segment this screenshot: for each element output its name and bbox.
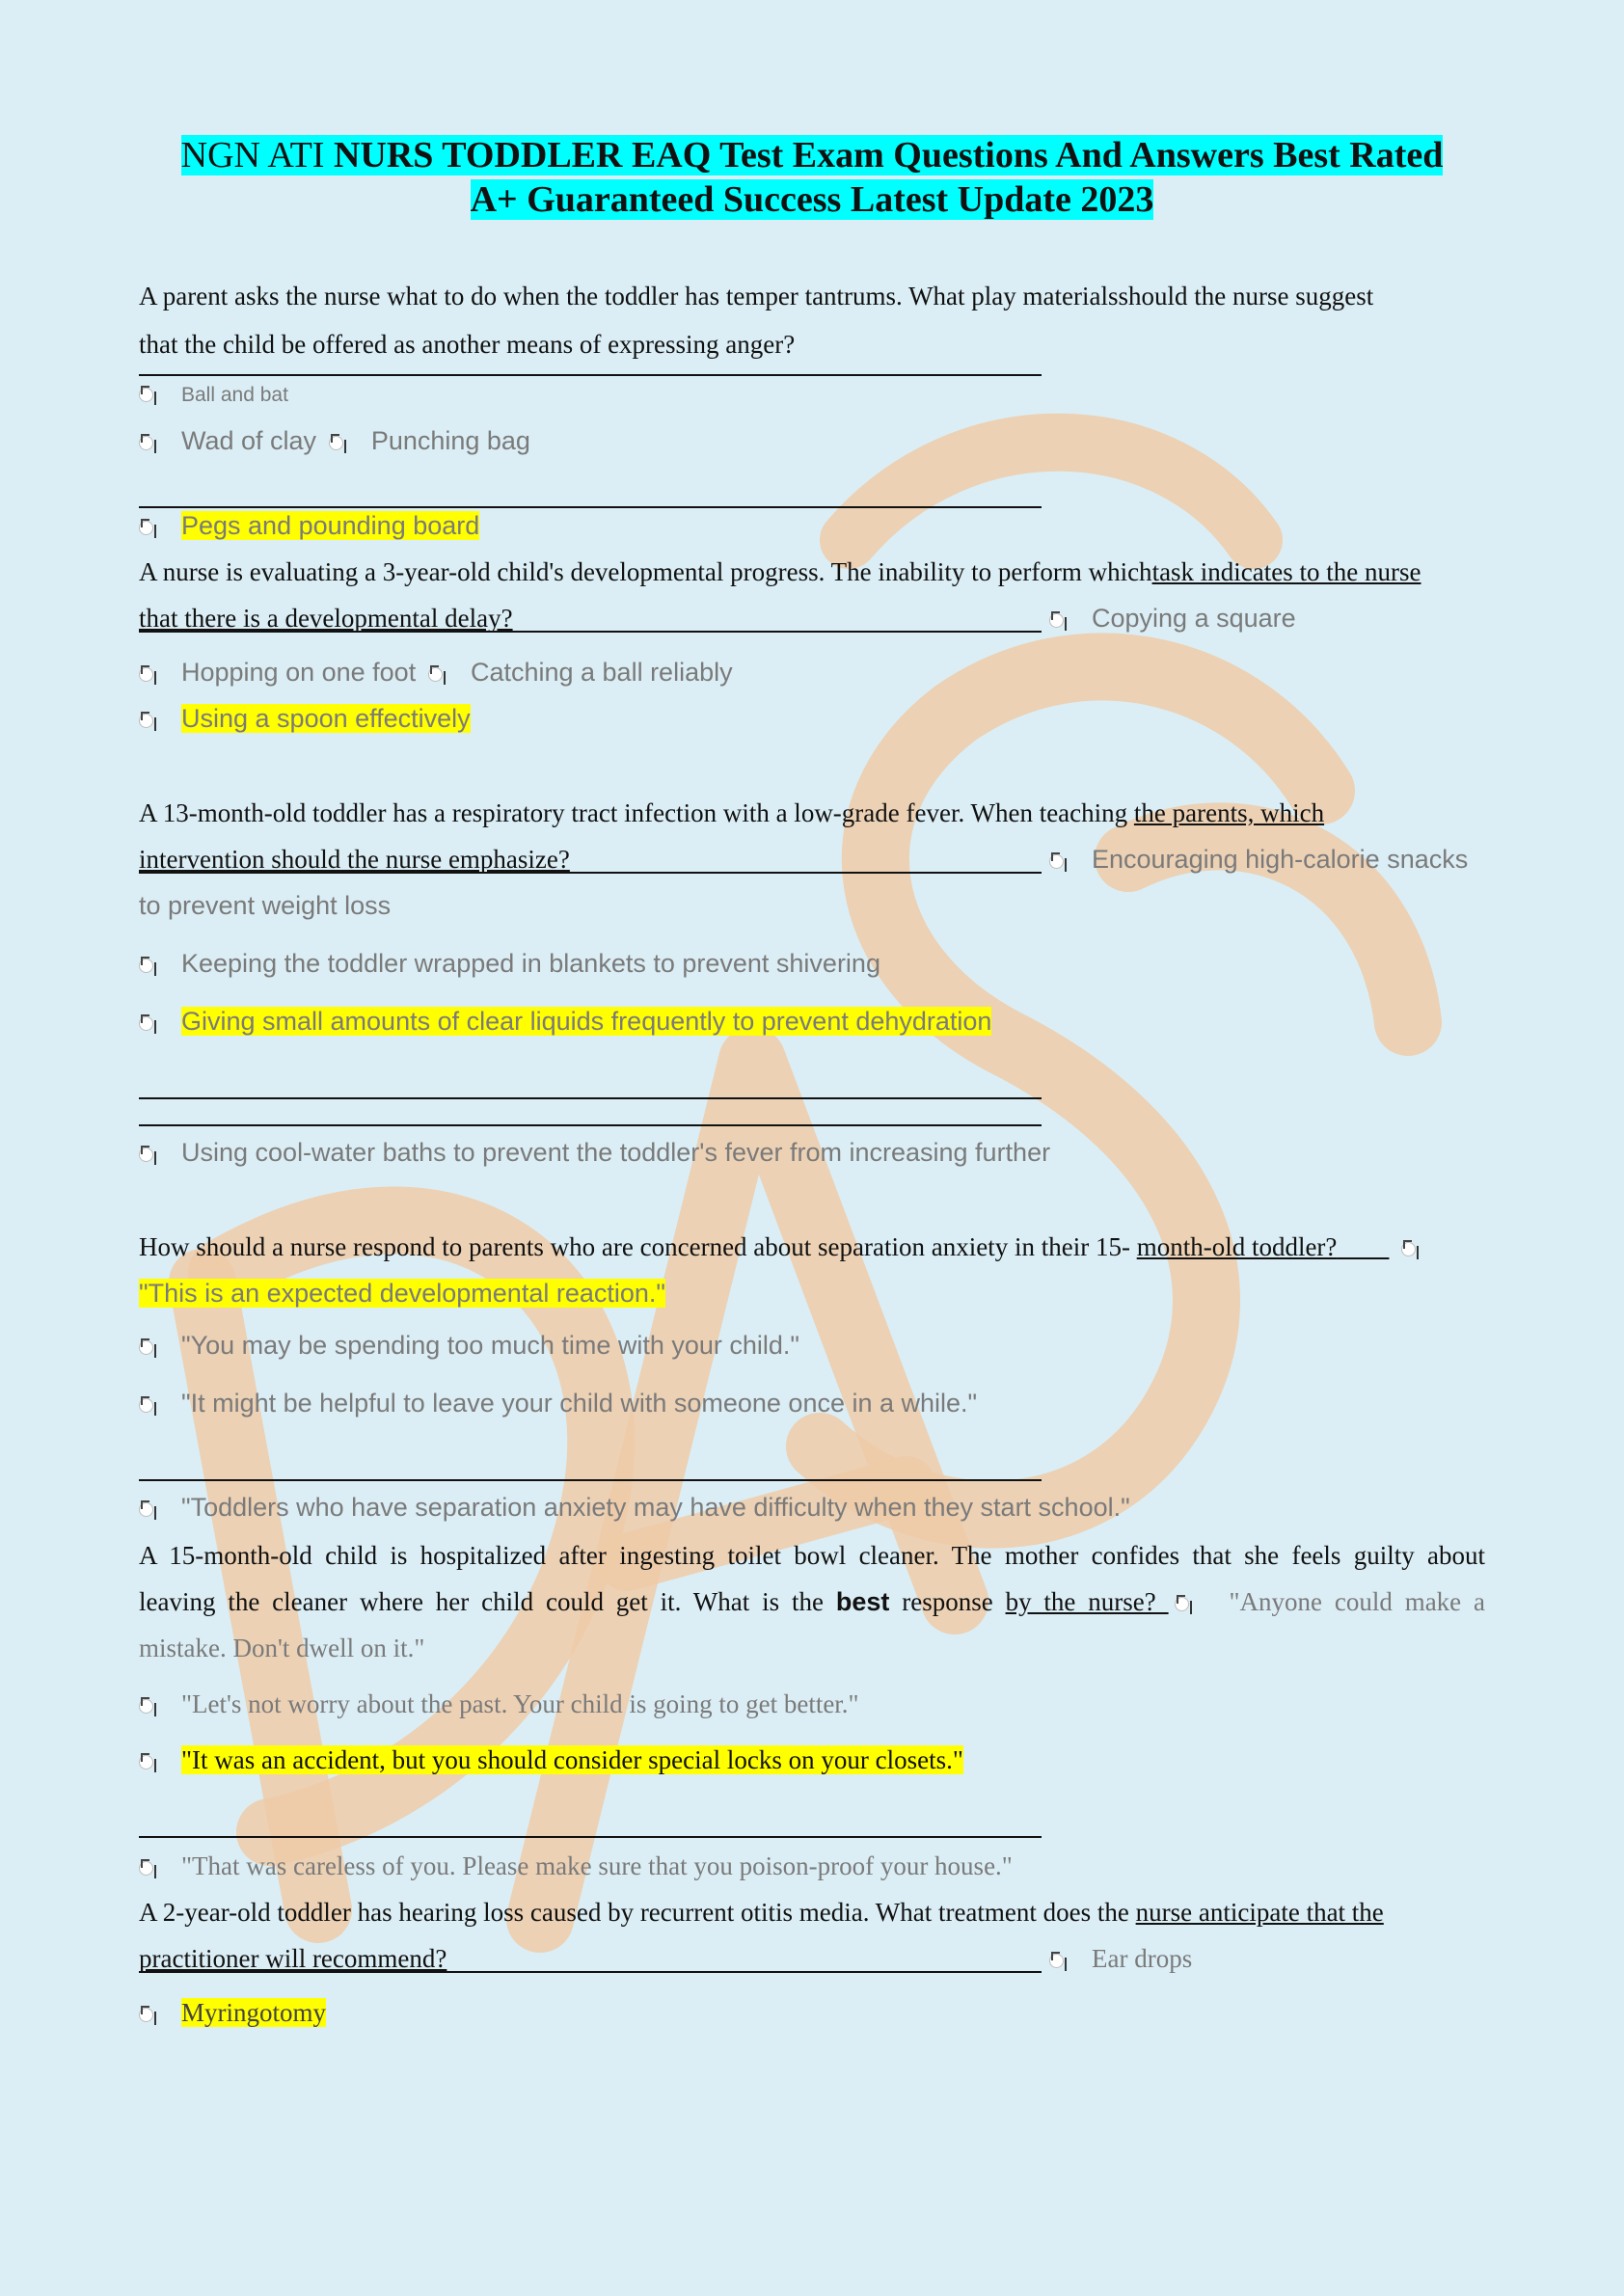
- q1-option-2[interactable]: Wad of clay Punching bag: [139, 424, 530, 457]
- radio-icon[interactable]: [139, 1859, 156, 1877]
- q2-option-4[interactable]: Using a spoon effectively: [139, 702, 471, 735]
- q4-option-3[interactable]: "It might be helpful to leave your child with someone once in a while.": [139, 1387, 977, 1419]
- q2-option-3: Catching a ball reliably: [470, 658, 733, 687]
- divider: [139, 1124, 1042, 1126]
- radio-icon[interactable]: [139, 386, 156, 403]
- radio-icon[interactable]: [139, 434, 156, 451]
- q4-option-1[interactable]: "This is an expected developmental reaction.": [139, 1279, 665, 1308]
- divider: [139, 872, 1042, 874]
- q5-option-2[interactable]: "Let's not worry about the past. Your child is going to get better.": [139, 1688, 859, 1720]
- radio-icon[interactable]: [139, 1697, 156, 1715]
- radio-icon[interactable]: [1401, 1240, 1419, 1257]
- q3-option-1-cont: to prevent weight loss: [139, 891, 392, 920]
- q5-stem-line2: leaving the cleaner where her child could get it. What is the best response by the nurse? "Anyone could make a: [139, 1587, 1486, 1616]
- q6-stem-line2: practitioner will recommend?: [139, 1944, 447, 1973]
- document-title: [87, 133, 1537, 222]
- q1-stem-line2: that the child be offered as another means of expressing anger?: [139, 330, 796, 359]
- q5-stem-line1: A 15-month-old child is hospitalized after ingesting toilet bowl cleaner. The mother confides that she feels guilty about: [139, 1541, 1485, 1570]
- q2-option-2[interactable]: Hopping on one foot Catching a ball reliably: [139, 656, 733, 689]
- q5-option-1[interactable]: "Anyone could make a: [1229, 1587, 1486, 1616]
- radio-icon[interactable]: [139, 519, 156, 536]
- radio-icon[interactable]: [139, 957, 156, 974]
- divider: [139, 1971, 1042, 1973]
- radio-icon[interactable]: [139, 2006, 156, 2023]
- radio-icon[interactable]: [428, 665, 446, 683]
- q5-option-1-cont: mistake. Don't dwell on it.": [139, 1634, 425, 1662]
- divider: [139, 1836, 1042, 1838]
- q3-stem-line2: intervention should the nurse emphasize?: [139, 845, 570, 874]
- q3-option-1[interactable]: Encouraging high-calorie snacks: [1049, 843, 1468, 876]
- radio-icon[interactable]: [139, 665, 156, 683]
- q4-stem-line1: How should a nurse respond to parents who are concerned about separation anxiety in their 15- month-old toddler?: [139, 1230, 1444, 1263]
- q2-stem-line1: A nurse is evaluating a 3-year-old child's developmental progress. The inability to perform whichtask indicates to the nurse: [139, 557, 1421, 586]
- radio-icon[interactable]: [139, 1146, 156, 1163]
- divider: [139, 1097, 1042, 1099]
- q5-option-4[interactable]: "That was careless of you. Please make sure that you poison-proof your house.": [139, 1850, 1013, 1882]
- radio-icon[interactable]: [1049, 611, 1067, 629]
- title-line2: A+ Guaranteed Success Latest Update 2023: [470, 179, 1154, 220]
- radio-icon[interactable]: [1049, 1952, 1067, 1969]
- divider: [139, 506, 1042, 508]
- q3-option-2[interactable]: Keeping the toddler wrapped in blankets to prevent shivering: [139, 947, 880, 980]
- title-prefix: NGN ATI: [180, 135, 334, 176]
- q3-option-3[interactable]: Giving small amounts of clear liquids frequently to prevent dehydration: [139, 1005, 991, 1038]
- radio-icon[interactable]: [139, 1753, 156, 1770]
- radio-icon[interactable]: [139, 1396, 156, 1414]
- q1-option-1[interactable]: Ball and bat: [139, 376, 288, 412]
- q6-option-2[interactable]: Myringotomy: [139, 1996, 326, 2029]
- radio-icon[interactable]: [1049, 852, 1067, 870]
- radio-icon[interactable]: [329, 434, 346, 451]
- q2-option-1[interactable]: Copying a square: [1049, 602, 1296, 635]
- radio-icon[interactable]: [139, 712, 156, 729]
- q4-option-2[interactable]: "You may be spending too much time with your child.": [139, 1329, 799, 1362]
- radio-icon[interactable]: [139, 1338, 156, 1356]
- q1-option-4[interactable]: Pegs and pounding board: [139, 509, 479, 542]
- q6-option-1[interactable]: Ear drops: [1049, 1942, 1192, 1975]
- q3-option-4[interactable]: Using cool-water baths to prevent the toddler's fever from increasing further: [139, 1136, 1050, 1169]
- q2-stem-line2: that there is a developmental delay?: [139, 604, 513, 633]
- divider: [139, 631, 1042, 633]
- divider: [139, 1479, 1042, 1481]
- q6-stem-line1: A 2-year-old toddler has hearing loss caused by recurrent otitis media. What treatment does the nurse anticipate that the: [139, 1898, 1384, 1927]
- q3-stem-line1: A 13-month-old toddler has a respiratory tract infection with a low-grade fever. When teaching the parents, which: [139, 798, 1325, 827]
- title-line1: NURS TODDLER EAQ Test Exam Questions And Answers Best Rated: [333, 135, 1444, 176]
- radio-icon[interactable]: [139, 1014, 156, 1032]
- q5-option-3[interactable]: "It was an accident, but you should consider special locks on your closets.": [139, 1743, 963, 1776]
- radio-icon[interactable]: [139, 1500, 156, 1518]
- q1-stem-line1: A parent asks the nurse what to do when the toddler has temper tantrums. What play materialsshould the nurse suggest: [139, 282, 1374, 311]
- q1-option-3: Punching bag: [370, 426, 530, 455]
- radio-icon[interactable]: [1175, 1595, 1192, 1612]
- q4-option-4[interactable]: "Toddlers who have separation anxiety may have difficulty when they start school.": [139, 1491, 1130, 1524]
